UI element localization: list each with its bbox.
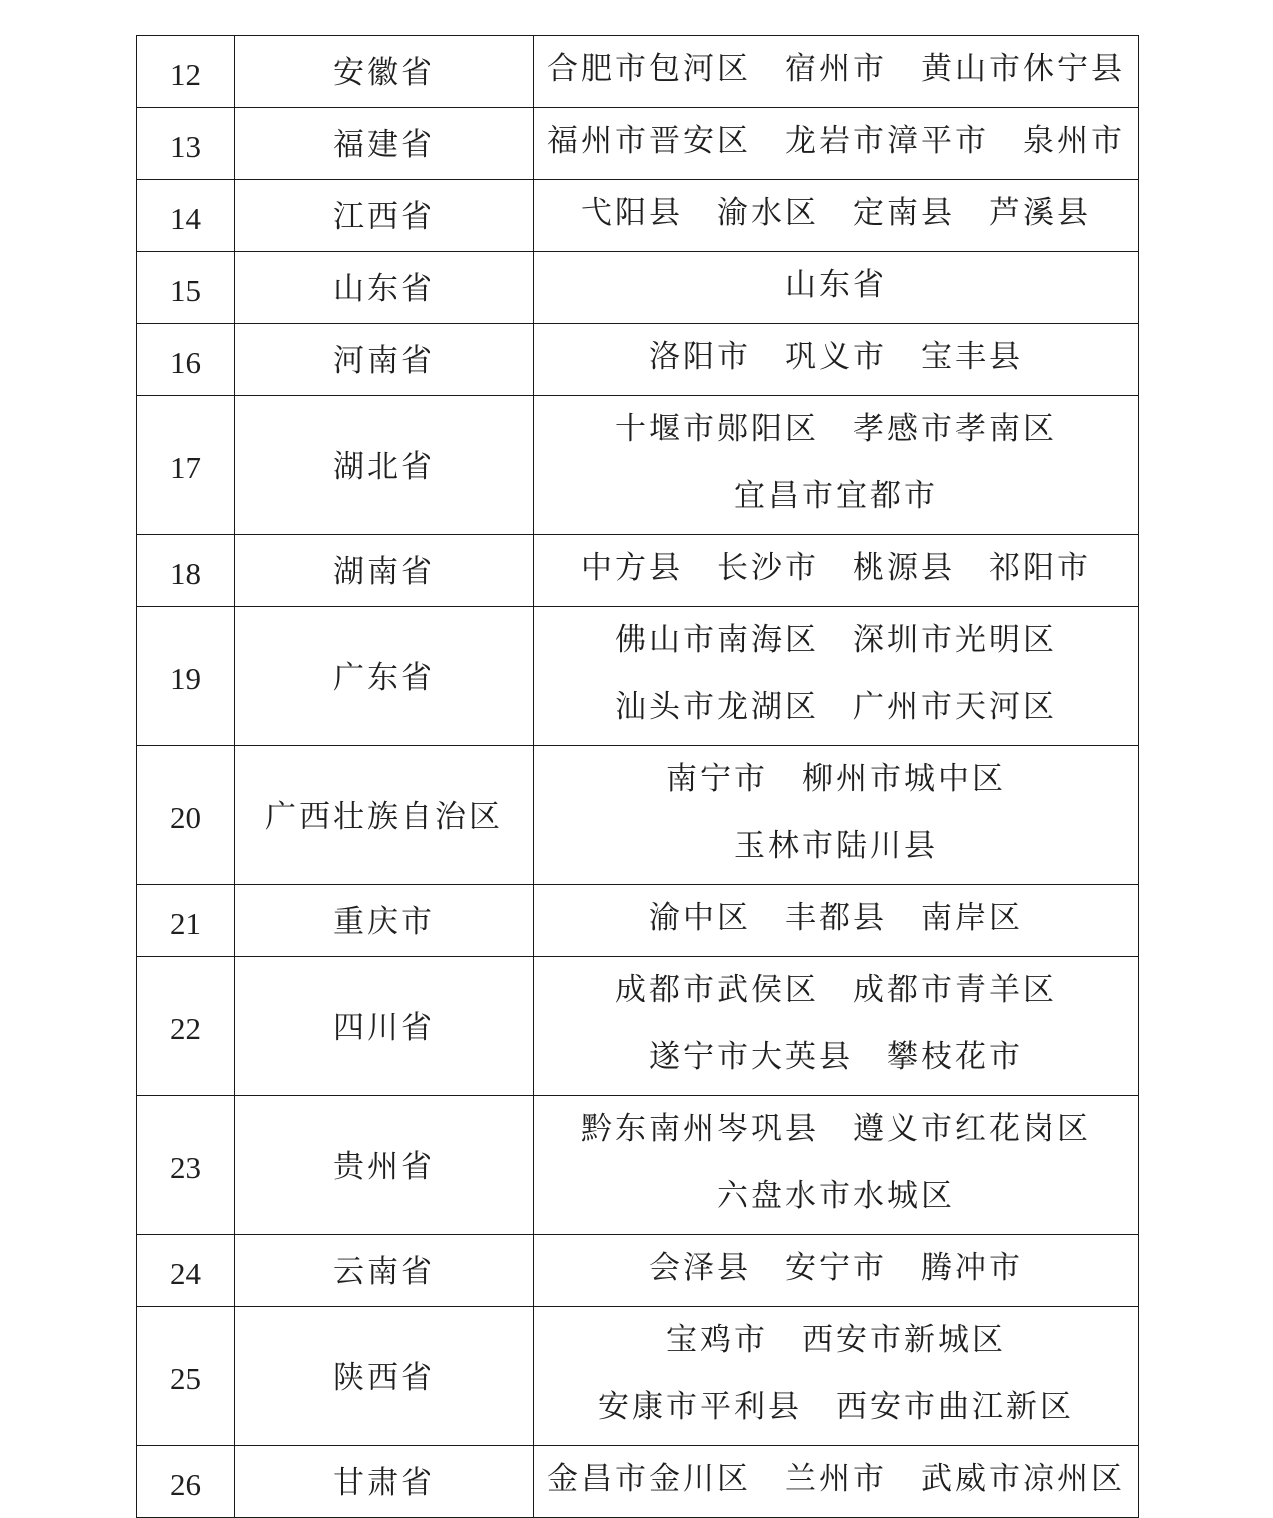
sites-cell bbox=[534, 36, 1139, 108]
site-line: 中方县 长沙市 桃源县 祁阳市 bbox=[581, 550, 1091, 586]
site-line: 渝中区 丰都县 南岸区 bbox=[649, 900, 1023, 936]
site-line: 十堰市郧阳区 孝感市孝南区 bbox=[615, 411, 1057, 447]
site-line: 金昌市金川区 兰州市 武威市凉州区 bbox=[547, 1461, 1125, 1497]
site-line: 安康市平利县 西安市曲江新区 bbox=[598, 1389, 1074, 1425]
table-row bbox=[137, 108, 1139, 180]
site-line: 玉林市陆川县 bbox=[734, 828, 938, 864]
site-line: 会泽县 安宁市 腾冲市 bbox=[649, 1250, 1023, 1286]
province-cell: 山东省 bbox=[235, 252, 534, 324]
sites-cell bbox=[534, 324, 1139, 396]
row-number-cell: 22 bbox=[137, 957, 235, 1096]
table-row bbox=[137, 252, 1139, 324]
row-number-cell: 24 bbox=[137, 1235, 235, 1307]
table-row bbox=[137, 746, 1139, 885]
site-line: 南宁市 柳州市城中区 bbox=[666, 761, 1006, 797]
row-number-cell: 25 bbox=[137, 1307, 235, 1446]
sites-cell bbox=[534, 396, 1139, 535]
province-cell: 湖南省 bbox=[235, 535, 534, 607]
row-number-cell: 18 bbox=[137, 535, 235, 607]
sites-cell bbox=[534, 607, 1139, 746]
province-cell: 广西壮族自治区 bbox=[235, 746, 534, 885]
province-cell: 河南省 bbox=[235, 324, 534, 396]
row-number-cell: 21 bbox=[137, 885, 235, 957]
table-body bbox=[137, 36, 1139, 1518]
site-line: 洛阳市 巩义市 宝丰县 bbox=[649, 339, 1023, 375]
province-cell: 江西省 bbox=[235, 180, 534, 252]
row-number-cell: 13 bbox=[137, 108, 235, 180]
row-number-cell: 16 bbox=[137, 324, 235, 396]
row-number-cell: 15 bbox=[137, 252, 235, 324]
site-line: 弋阳县 渝水区 定南县 芦溪县 bbox=[581, 195, 1091, 231]
table-row bbox=[137, 607, 1139, 746]
site-line: 山东省 bbox=[785, 267, 887, 303]
table-row bbox=[137, 1235, 1139, 1307]
row-number-cell: 26 bbox=[137, 1446, 235, 1518]
province-cell: 云南省 bbox=[235, 1235, 534, 1307]
pilot-regions-table bbox=[136, 35, 1139, 1518]
province-cell: 贵州省 bbox=[235, 1096, 534, 1235]
site-line: 合肥市包河区 宿州市 黄山市休宁县 bbox=[547, 51, 1125, 87]
province-cell: 甘肃省 bbox=[235, 1446, 534, 1518]
row-number-cell: 17 bbox=[137, 396, 235, 535]
sites-cell bbox=[534, 108, 1139, 180]
table-row bbox=[137, 885, 1139, 957]
sites-cell bbox=[534, 885, 1139, 957]
table-row bbox=[137, 36, 1139, 108]
sites-cell bbox=[534, 252, 1139, 324]
row-number-cell: 12 bbox=[137, 36, 235, 108]
sites-cell bbox=[534, 746, 1139, 885]
site-line: 佛山市南海区 深圳市光明区 bbox=[615, 622, 1057, 658]
site-line: 成都市武侯区 成都市青羊区 bbox=[615, 972, 1057, 1008]
site-line: 宜昌市宜都市 bbox=[734, 478, 938, 514]
sites-cell bbox=[534, 535, 1139, 607]
table-row bbox=[137, 324, 1139, 396]
site-line: 六盘水市水城区 bbox=[717, 1178, 955, 1214]
table-row bbox=[137, 180, 1139, 252]
site-line: 黔东南州岑巩县 遵义市红花岗区 bbox=[581, 1111, 1091, 1147]
sites-cell bbox=[534, 1307, 1139, 1446]
province-cell: 四川省 bbox=[235, 957, 534, 1096]
province-cell: 广东省 bbox=[235, 607, 534, 746]
row-number-cell: 23 bbox=[137, 1096, 235, 1235]
province-cell: 福建省 bbox=[235, 108, 534, 180]
sites-cell bbox=[534, 1096, 1139, 1235]
sites-cell bbox=[534, 957, 1139, 1096]
table-row bbox=[137, 1096, 1139, 1235]
province-cell: 湖北省 bbox=[235, 396, 534, 535]
row-number-cell: 14 bbox=[137, 180, 235, 252]
site-line: 宝鸡市 西安市新城区 bbox=[666, 1322, 1006, 1358]
table-row bbox=[137, 535, 1139, 607]
province-cell: 陕西省 bbox=[235, 1307, 534, 1446]
table-row bbox=[137, 396, 1139, 535]
site-line: 汕头市龙湖区 广州市天河区 bbox=[615, 689, 1057, 725]
sites-cell bbox=[534, 1446, 1139, 1518]
province-cell: 重庆市 bbox=[235, 885, 534, 957]
table-row bbox=[137, 957, 1139, 1096]
row-number-cell: 20 bbox=[137, 746, 235, 885]
province-cell: 安徽省 bbox=[235, 36, 534, 108]
site-line: 福州市晋安区 龙岩市漳平市 泉州市 bbox=[547, 123, 1125, 159]
sites-cell bbox=[534, 180, 1139, 252]
sites-cell bbox=[534, 1235, 1139, 1307]
row-number-cell: 19 bbox=[137, 607, 235, 746]
table-row bbox=[137, 1446, 1139, 1518]
site-line: 遂宁市大英县 攀枝花市 bbox=[649, 1039, 1023, 1075]
table-row bbox=[137, 1307, 1139, 1446]
